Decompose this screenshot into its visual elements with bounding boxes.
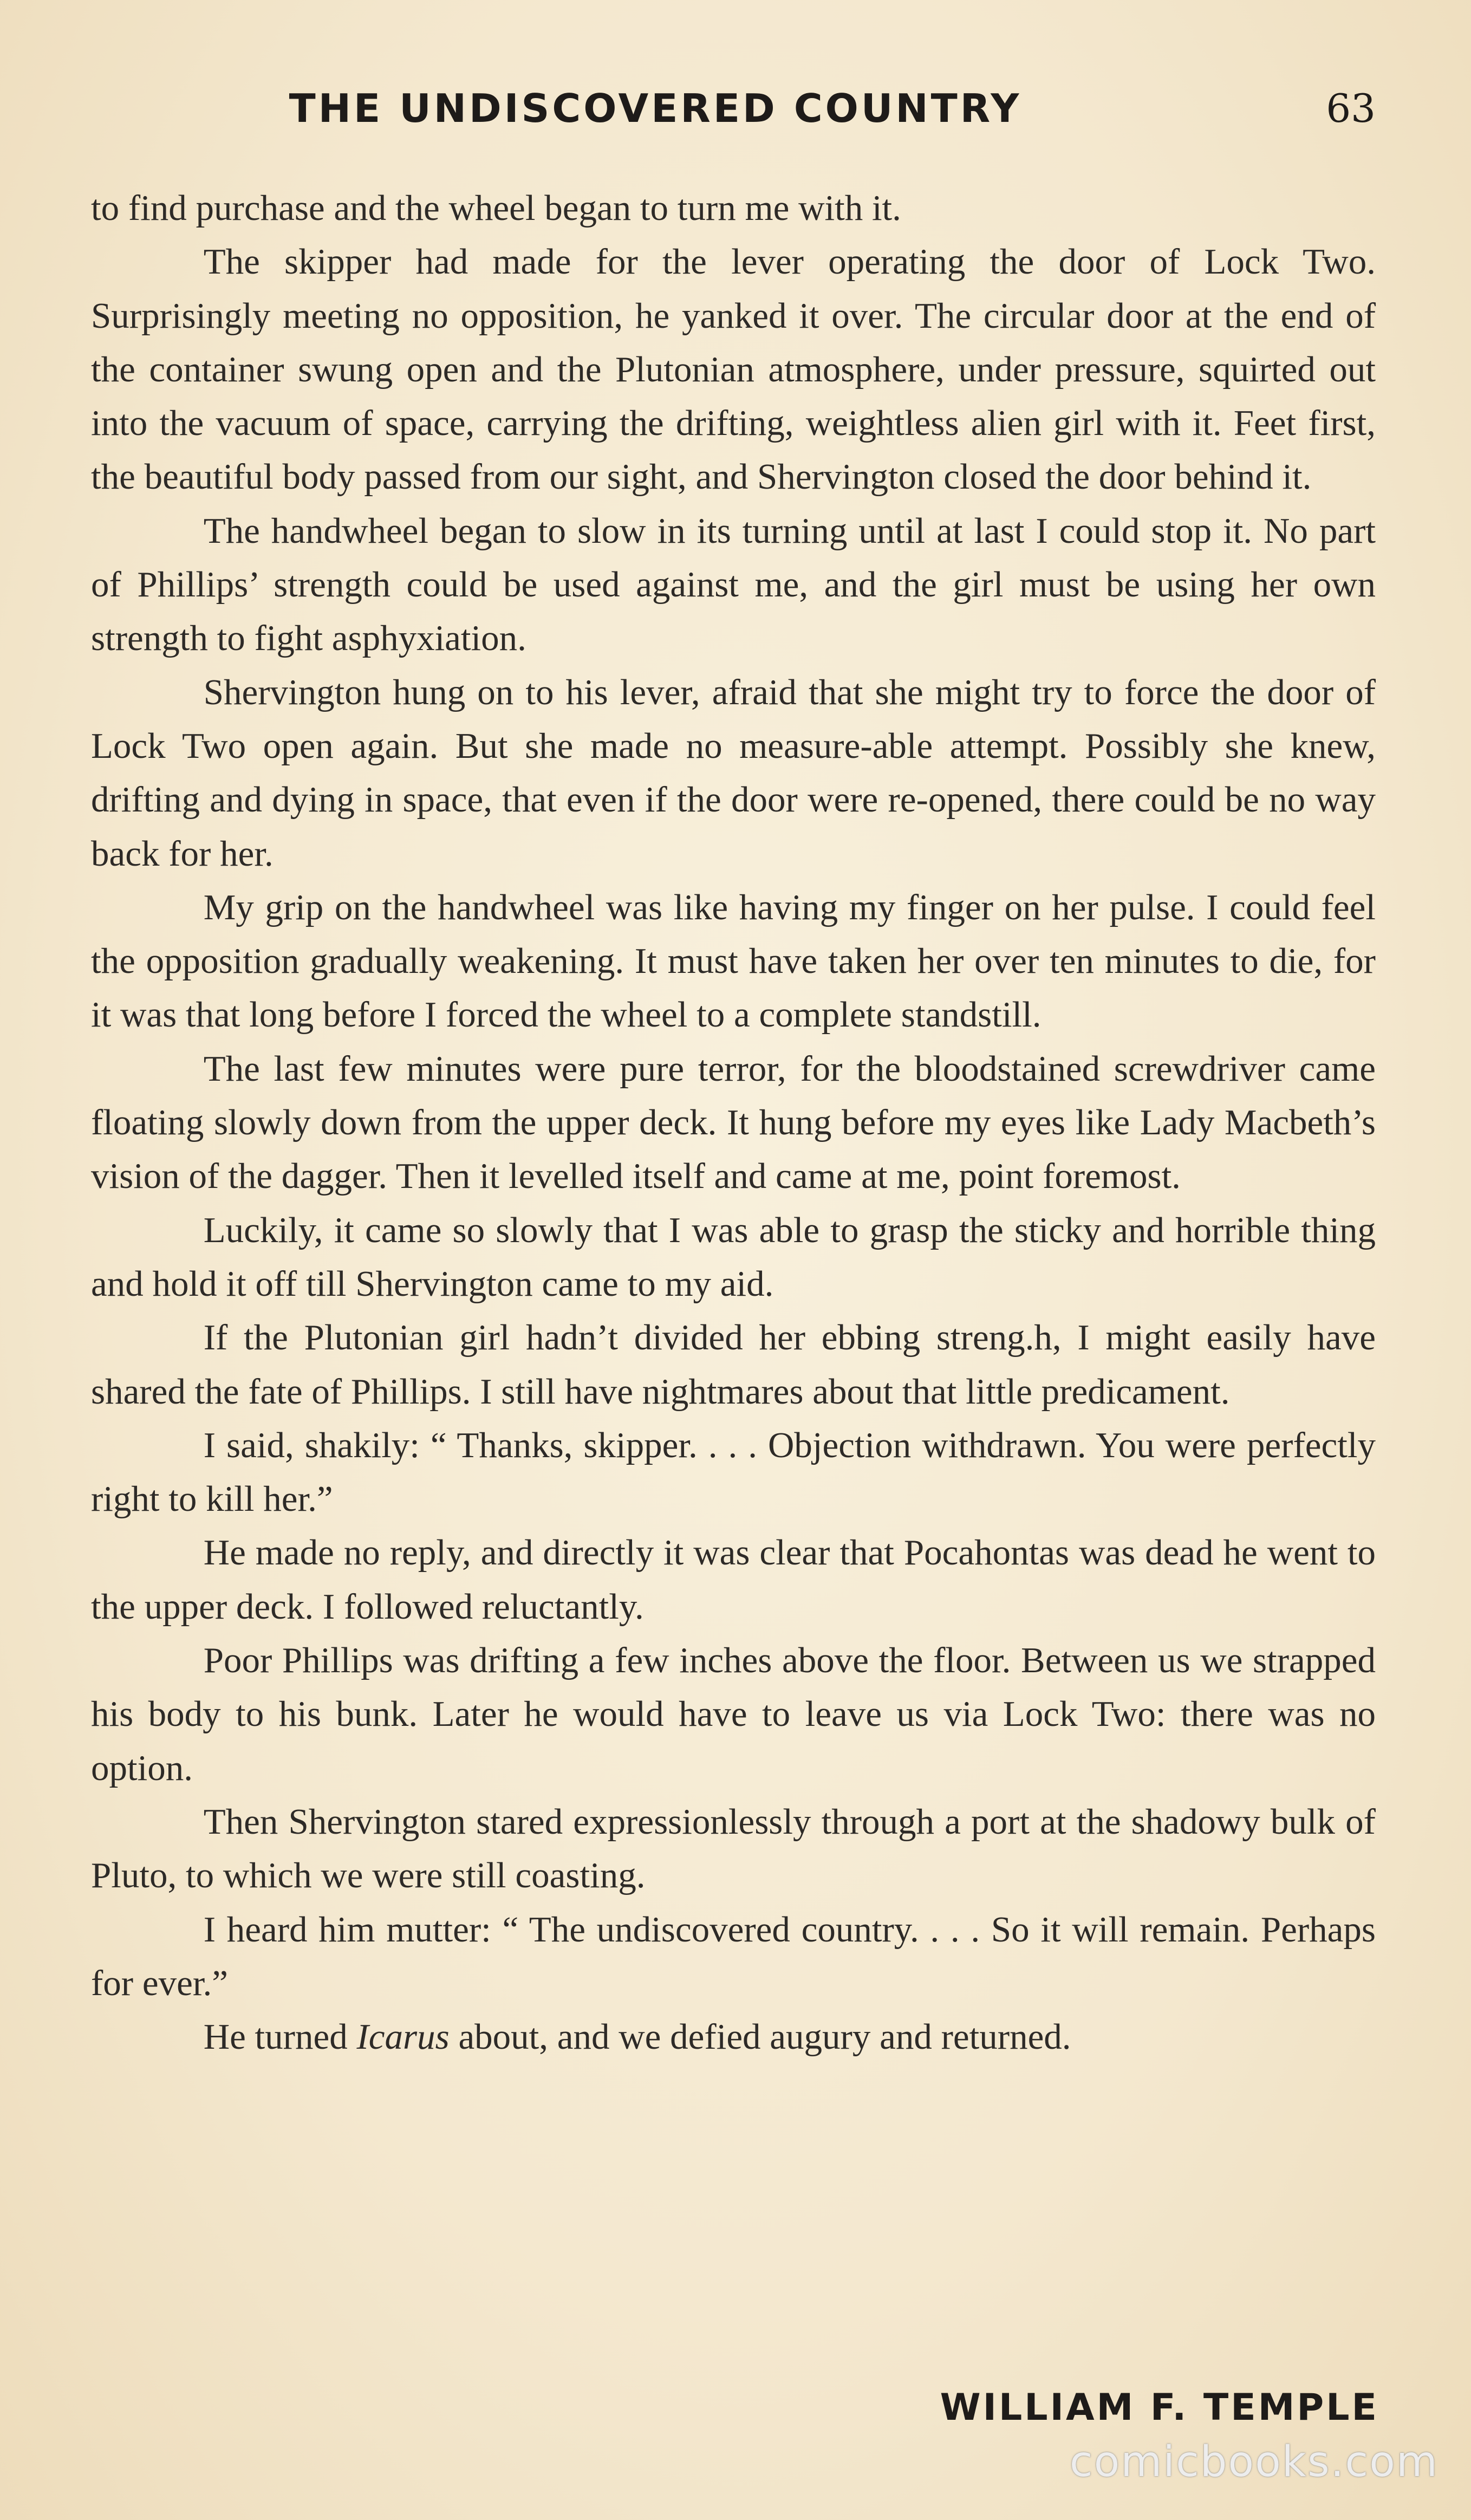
author-signature: WILLIAM F. TEMPLE [940,2386,1379,2429]
paragraph: My grip on the handwheel was like having my finger on her pulse. I could feel the opposition gradually weakening. It must have taken her over ten minutes to die, for it was that long before I forced the wheel to a complete standstill. [91,887,1376,1035]
paragraph: Poor Phillips was drifting a few inches above the floor. Between us we strapped his body to his bunk. Later he would have to leave us via Lock Two: there was no option. [91,1640,1376,1788]
running-title: THE UNDISCOVERED COUNTRY [289,86,1022,131]
paragraph: The last few minutes were pure terror, for the bloodstained screwdriver came floating slowly down from the upper deck. It hung before my eyes like Lady Macbeth’s vision of the dagger. Then it levelled itself and came at me, point foremost. [91,1048,1376,1197]
ship-name-italic: Icarus [356,2017,450,2057]
text-run: He turned [203,2017,357,2057]
running-head [95,81,1376,135]
paragraph: I said, shakily: “ Thanks, skipper. . . . Objection withdrawn. You were perfectly right to kill her.” [91,1425,1376,1519]
paragraph: to find purchase and the wheel began to turn me with it. [91,188,901,228]
paragraph-final [91,2010,1376,2064]
paragraph: Luckily, it came so slowly that I was able to grasp the sticky and horrible thing and hold it off till Shervington came to my aid. [91,1210,1376,1304]
watermark: comicbooks.com [1069,2438,1439,2486]
paragraph: If the Plutonian girl hadn’t divided her ebbing streng.h, I might easily have shared the fate of Phillips. I still have nightmares about that little predicament. [91,1317,1376,1412]
paragraph: I heard him mutter: “ The undiscovered country. . . . So it will remain. Perhaps for ever.” [91,1909,1376,2003]
body-text [91,181,1376,2064]
paragraph: Then Shervington stared expressionlessly through a port at the shadowy bulk of Pluto, to which we were still coasting. [91,1801,1376,1896]
page-number: 63 [1326,86,1376,131]
paragraph: The handwheel began to slow in its turning until at last I could stop it. No part of Phillips’ strength could be used against me, and the girl must be using her own strength to fight asphyxiation. [91,510,1376,659]
paragraph: Shervington hung on to his lever, afraid that she might try to force the door of Lock Two open again. But she made no measure-able attempt. Possibly she knew, drifting and dying in space, that even if the door were re-opened, there could be no way back for her. [91,672,1376,874]
paragraph: The skipper had made for the lever operating the door of Lock Two. Surprisingly meeting no opposition, he yanked it over. The circular door at the end of the container swung open and the Plutonian atmosphere, under pressure, squirted out into the vacuum of space, carrying the drifting, weightless alien girl with it. Feet first, the beautiful body passed from our sight, and Shervington closed the door behind it. [91,242,1376,497]
paragraph: He made no reply, and directly it was clear that Pocahontas was dead he went to the upper deck. I followed reluctantly. [91,1532,1376,1627]
text-run: about, and we defied augury and returned. [449,2017,1071,2057]
